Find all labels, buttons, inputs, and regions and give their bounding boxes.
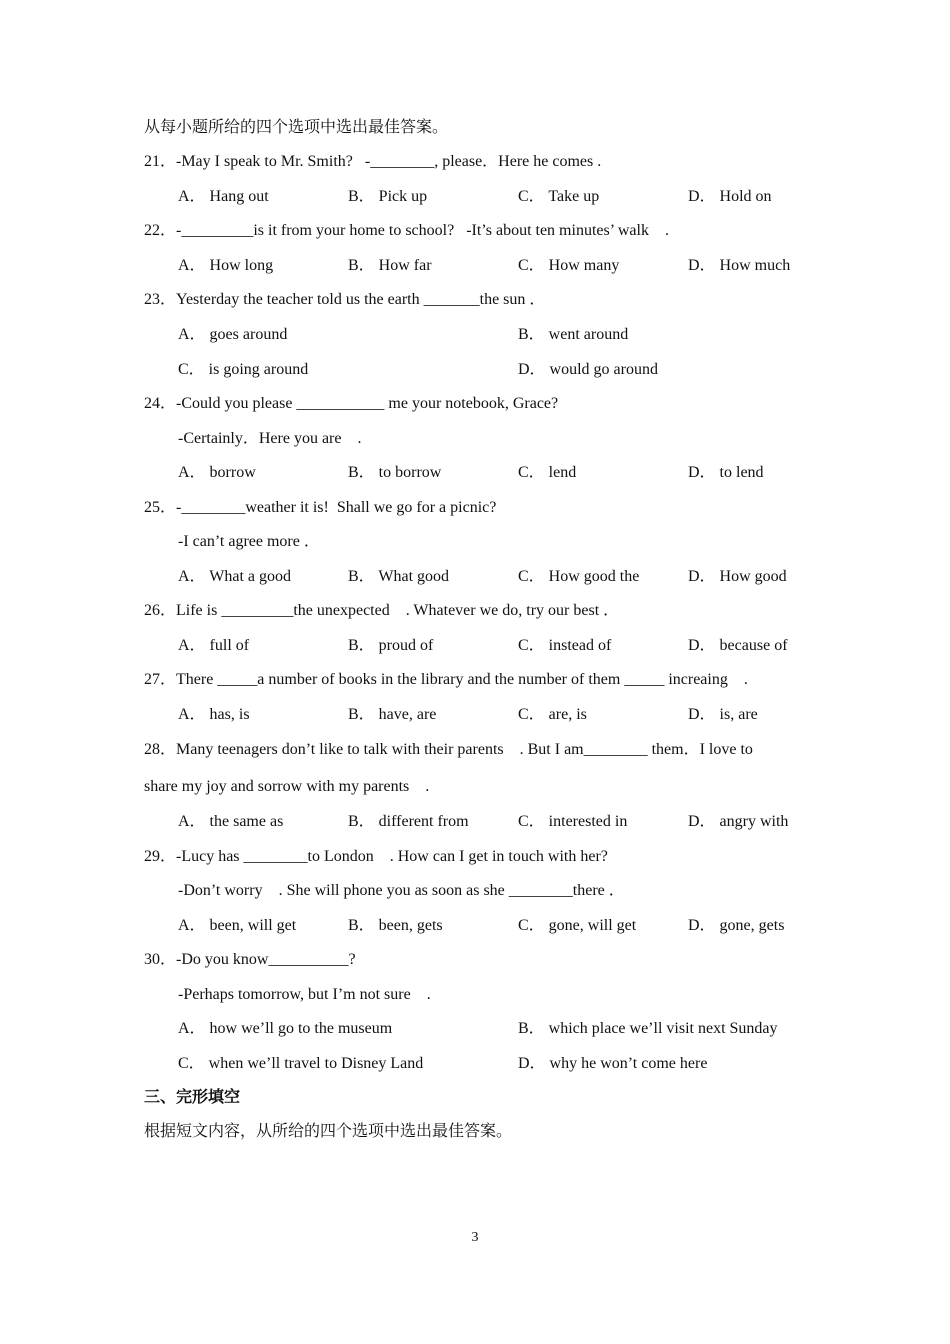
q28-option-b: B． different from <box>348 813 469 830</box>
q27-option-c: C． are, is <box>518 706 587 723</box>
q21-option-c: C． Take up <box>518 188 600 205</box>
q22-option-a: A． How long <box>178 257 274 274</box>
q30-option-d: D． why he won’t come here <box>518 1055 708 1072</box>
q29-option-c: C． gone, will get <box>518 917 637 934</box>
question-25-stem: 25．-________weather it is! Shall we go for a picnic? <box>144 499 497 516</box>
q24-option-b: B． to borrow <box>348 464 442 481</box>
question-24-stem: 24．-Could you please ___________ me your notebook, Grace? <box>144 395 559 412</box>
q22-option-b: B． How far <box>348 257 432 274</box>
question-28-stem-line2: share my joy and sorrow with my parents . <box>144 778 430 795</box>
question-30-stem: 30．-Do you know__________? <box>144 951 356 968</box>
question-29-stem: 29．-Lucy has ________to London . How can I get in touch with her? <box>144 848 608 865</box>
q28-option-d: D． angry with <box>688 813 789 830</box>
q25-option-b: B． What good <box>348 568 450 585</box>
question-24-stem-line2: -Certainly．Here you are . <box>178 430 362 447</box>
q27-option-a: A． has, is <box>178 706 250 723</box>
q29-option-b: B． been, gets <box>348 917 443 934</box>
q30-option-b: B． which place we’ll visit next Sunday <box>518 1020 778 1037</box>
q26-option-a: A． full of <box>178 637 250 654</box>
q27-option-d: D． is, are <box>688 706 758 723</box>
q26-option-c: C． instead of <box>518 637 612 654</box>
q26-option-b: B． proud of <box>348 637 434 654</box>
q23-option-d: D． would go around <box>518 361 658 378</box>
q21-option-b: B． Pick up <box>348 188 428 205</box>
q25-option-a: A． What a good <box>178 568 292 585</box>
question-26-stem: 26．Life is _________the unexpected . Whatever we do, try our best ． <box>144 602 620 619</box>
q28-option-a: A． the same as <box>178 813 284 830</box>
question-25-stem-line2: -I can’t agree more ． <box>178 533 320 550</box>
section-instruction: 根据短文内容，从所给的四个选项中选出最佳答案。 <box>144 1123 513 1140</box>
q30-option-c: C． when we’ll travel to Disney Land <box>178 1055 424 1072</box>
q23-option-a: A． goes around <box>178 326 288 343</box>
q29-option-a: A． been, will get <box>178 917 297 934</box>
q21-option-a: A． Hang out <box>178 188 269 205</box>
q23-option-b: B． went around <box>518 326 629 343</box>
q29-option-d: D． gone, gets <box>688 917 785 934</box>
q25-option-c: C． How good the <box>518 568 640 585</box>
q24-option-c: C． lend <box>518 464 577 481</box>
page-number: 3 <box>471 1230 479 1245</box>
q23-option-c: C． is going around <box>178 361 309 378</box>
instruction-text: 从每小题所给的四个选项中选出最佳答案。 <box>144 119 449 136</box>
q22-option-c: C． How many <box>518 257 620 274</box>
q25-option-d: D． How good <box>688 568 787 585</box>
q30-option-a: A． how we’ll go to the museum <box>178 1020 393 1037</box>
q21-option-d: D． Hold on <box>688 188 772 205</box>
question-22-stem: 22．-_________is it from your home to school? -It’s about ten minutes’ walk . <box>144 222 669 239</box>
q24-option-d: D． to lend <box>688 464 764 481</box>
question-28-stem: 28．Many teenagers don’t like to talk with their parents . But I am________ them．I love to <box>144 741 753 758</box>
q26-option-d: D． because of <box>688 637 788 654</box>
q28-option-c: C． interested in <box>518 813 628 830</box>
q24-option-a: A． borrow <box>178 464 256 481</box>
q27-option-b: B． have, are <box>348 706 437 723</box>
q22-option-d: D． How much <box>688 257 791 274</box>
section-heading: 三、完形填空 <box>144 1089 241 1106</box>
question-30-stem-line2: -Perhaps tomorrow, but I’m not sure . <box>178 986 431 1003</box>
question-21-stem: 21．-May I speak to Mr. Smith? -________, please．Here he comes . <box>144 153 602 170</box>
question-27-stem: 27．There _____a number of books in the library and the number of them _____ increaing . <box>144 671 748 688</box>
question-23-stem: 23．Yesterday the teacher told us the earth _______the sun ． <box>144 291 546 308</box>
question-29-stem-line2: -Don’t worry . She will phone you as soon as she ________there ． <box>178 882 625 899</box>
